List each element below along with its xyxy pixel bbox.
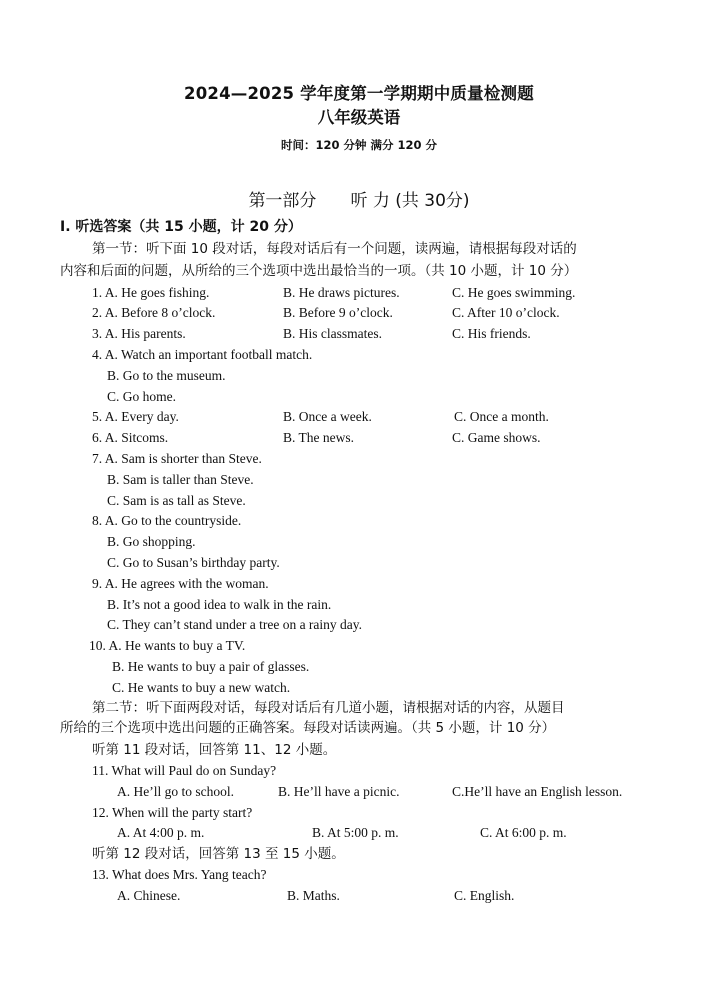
exam-subject: 八年级英语 — [317, 108, 401, 127]
question-option: B. The news. — [283, 430, 354, 445]
question-option: B. He draws pictures. — [283, 285, 400, 300]
question-option: 1. A. He goes fishing. — [92, 285, 210, 300]
question-option: 9. A. He agrees with the woman. — [92, 576, 269, 591]
question-option: 4. A. Watch an important football match. — [92, 347, 313, 362]
question-option: 2. A. Before 8 o’clock. — [92, 305, 216, 320]
part-heading-number: 第一部分 — [248, 191, 317, 211]
question-stem: 12. When will the party start? — [92, 805, 253, 820]
question-option: C. His friends. — [452, 326, 531, 341]
question-option: A. He’ll go to school. — [117, 784, 234, 799]
question-option: C. After 10 o’clock. — [452, 305, 560, 320]
question-option: 7. A. Sam is shorter than Steve. — [92, 451, 262, 466]
exam-title: 2024—2025 学年度第一学期期中质量检测题 — [184, 84, 534, 103]
instruction-line: 第二节：听下面两段对话，每段对话后有几道小题，请根据对话的内容，从题目 — [92, 700, 565, 716]
question-option: C. At 6:00 p. m. — [480, 825, 567, 840]
part-heading — [0, 186, 718, 211]
dialog-instruction: 听第 12 段对话，回答第 13 至 15 小题。 — [92, 846, 345, 862]
question-option: B. Sam is taller than Steve. — [107, 472, 254, 487]
question-option: C. He goes swimming. — [452, 285, 576, 300]
question-option: C. Go to Susan’s birthday party. — [107, 555, 280, 570]
question-option: C. Game shows. — [452, 430, 541, 445]
question-option: C. They can’t stand under a tree on a rainy day. — [107, 617, 363, 632]
question-option: B. Before 9 o’clock. — [283, 305, 393, 320]
question-option: C. Sam is as tall as Steve. — [107, 493, 246, 508]
question-option: B. Maths. — [287, 888, 340, 903]
instruction-line: 内容和后面的问题，从所给的三个选项中选出最恰当的一项。（共 10 小题，计 10 分） — [60, 263, 578, 279]
question-option: 10. A. He wants to buy a TV. — [89, 638, 246, 653]
question-option: C. English. — [454, 888, 515, 903]
question-option: A. Chinese. — [117, 888, 181, 903]
question-option: B. His classmates. — [283, 326, 382, 341]
dialog-instruction: 听第 11 段对话，回答第 11、12 小题。 — [92, 742, 337, 758]
question-stem: 11. What will Paul do on Sunday? — [92, 763, 277, 778]
instruction-line: 所给的三个选项中选出问题的正确答案。每段对话读两遍。（共 5 小题，计 10 分） — [60, 720, 556, 736]
exam-info: 时间：120 分钟 满分 120 分 — [280, 138, 438, 152]
question-option: B. At 5:00 p. m. — [312, 825, 399, 840]
question-option: C. Once a month. — [454, 409, 549, 424]
question-option: B. He wants to buy a pair of glasses. — [112, 659, 310, 674]
question-option: 3. A. His parents. — [92, 326, 186, 341]
question-option: B. Once a week. — [283, 409, 372, 424]
instruction-line: 第一节：听下面 10 段对话，每段对话后有一个问题，读两遍，请根据每段对话的 — [92, 241, 577, 257]
question-option: B. Go shopping. — [107, 534, 196, 549]
question-option: B. It’s not a good idea to walk in the rain. — [107, 597, 332, 612]
question-option: C. He wants to buy a new watch. — [112, 680, 291, 695]
question-option: B. Go to the museum. — [107, 368, 226, 383]
question-option: B. He’ll have a picnic. — [278, 784, 400, 799]
section-heading: I. 听选答案（共 15 小题，计 20 分） — [60, 219, 302, 235]
question-option: A. At 4:00 p. m. — [117, 825, 205, 840]
question-option: 8. A. Go to the countryside. — [92, 513, 242, 528]
question-option: C.He’ll have an English lesson. — [452, 784, 623, 799]
question-stem: 13. What does Mrs. Yang teach? — [92, 867, 267, 882]
question-option: 5. A. Every day. — [92, 409, 179, 424]
question-option: C. Go home. — [107, 389, 176, 404]
part-heading-name: 听 力 (共 30分) — [350, 191, 470, 211]
question-option: 6. A. Sitcoms. — [92, 430, 169, 445]
